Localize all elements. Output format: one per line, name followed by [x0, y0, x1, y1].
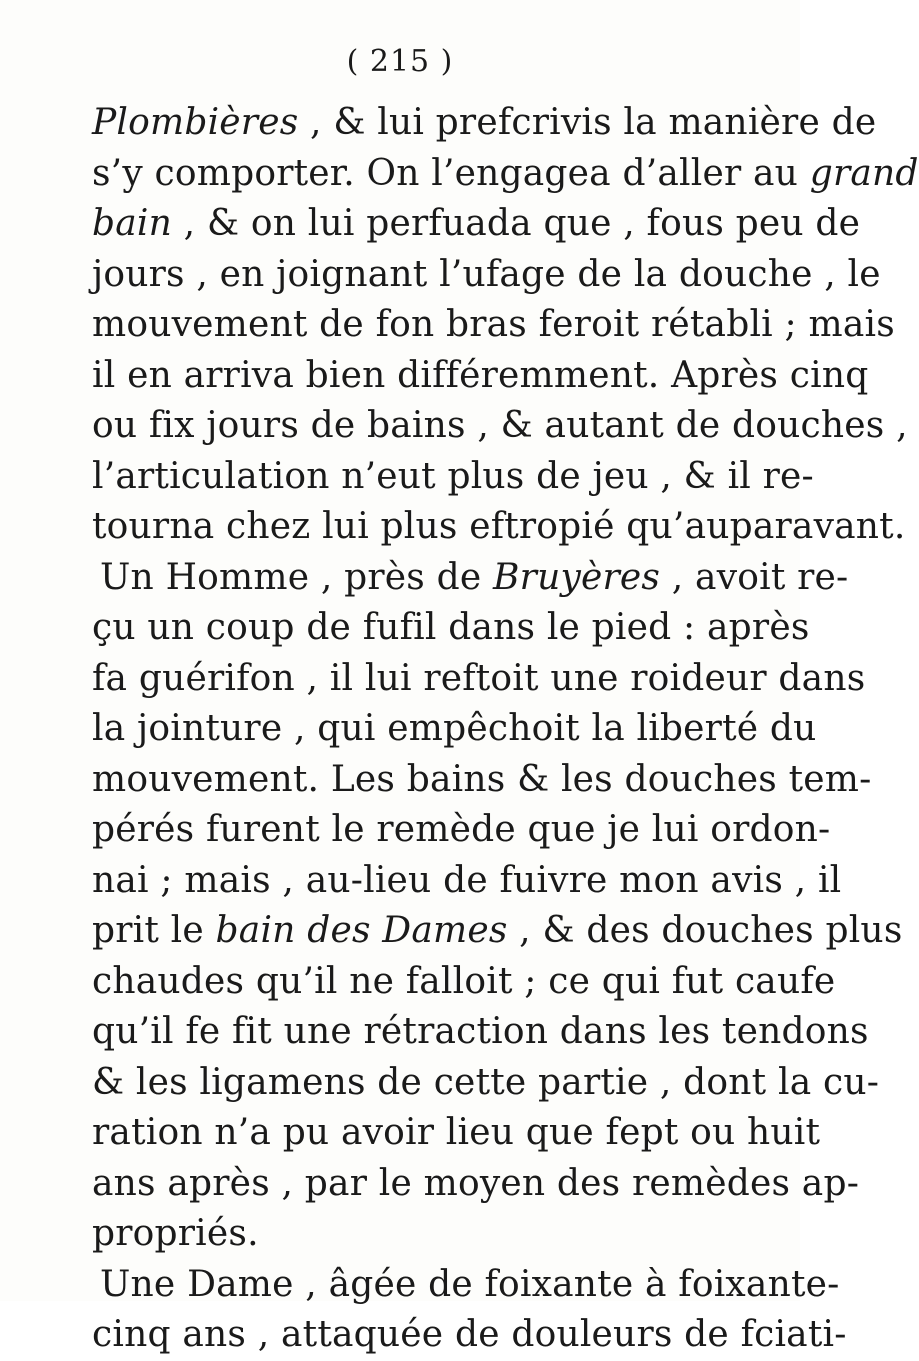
text-line	[92, 149, 919, 200]
text-run: la jointure , qui empêchoit la liberté du	[92, 708, 817, 749]
text-line	[92, 755, 872, 806]
italic-text-run: bain des Dames	[215, 910, 508, 951]
text-run: fa guérifon , il lui reftoit une roideur dans	[92, 657, 866, 699]
text-line	[92, 1007, 869, 1058]
text-run: jours , en joignant l’ufage de la douche , le	[92, 253, 881, 295]
text-line	[92, 250, 881, 301]
text-run: cinq ans , attaquée de douleurs de fciati-	[92, 1314, 847, 1355]
text-run: chaudes qu’il ne falloit ; ce qui fut caufe	[92, 960, 836, 1002]
text-line	[92, 704, 817, 755]
text-line	[92, 199, 861, 250]
text-line	[92, 1159, 860, 1210]
text-run: Un Homme , près de	[100, 556, 494, 598]
text-run: , & des douches plus	[507, 910, 903, 951]
text-line	[92, 1058, 880, 1109]
text-run: , avoit re-	[660, 556, 849, 598]
text-run: mouvement de fon bras feroit rétabli ; mais	[92, 304, 895, 345]
text-run: tourna chez lui plus eftropié qu’auparavant.	[92, 506, 906, 547]
page-number: ( 215 )	[346, 44, 454, 79]
text-run: prit le	[92, 910, 216, 951]
text-run: mouvement. Les bains & les douches tem-	[92, 758, 872, 800]
text-run: pérés furent le remède que je lui ordon-	[92, 809, 831, 850]
italic-text-run: Plombières	[92, 102, 299, 143]
text-run: ans après , par le moyen des remèdes ap-	[92, 1162, 860, 1204]
text-line	[92, 957, 836, 1008]
text-line	[92, 452, 814, 503]
text-line	[92, 1108, 821, 1159]
text-line	[92, 553, 849, 604]
text-line	[92, 654, 866, 705]
italic-text-run: Bruyères	[493, 556, 661, 598]
text-line	[92, 1310, 847, 1361]
text-run: il en arriva bien différemment. Après cinq	[92, 354, 869, 396]
body-text	[92, 98, 919, 1361]
text-line	[92, 401, 908, 452]
text-run: Une Dame , âgée de foixante à foixante-	[100, 1263, 840, 1305]
text-run: , & lui prefcrivis la manière de	[298, 102, 877, 143]
text-line	[92, 1260, 840, 1311]
text-line	[92, 1209, 757, 1260]
text-run: qu’il fe fit une rétraction dans les tendons	[92, 1011, 869, 1052]
text-line	[92, 300, 895, 351]
text-run: & les ligamens de cette partie , dont la cu-	[92, 1061, 880, 1103]
text-run: propriés.	[92, 1213, 259, 1254]
text-run: ou fix jours de bains , & autant de douches ,	[92, 405, 908, 446]
text-line	[92, 805, 831, 856]
text-line	[92, 906, 903, 957]
text-line	[92, 98, 877, 149]
text-line	[92, 502, 906, 553]
text-run: çu un coup de fufil dans le pied : après	[92, 607, 810, 648]
text-line	[92, 856, 842, 907]
text-line	[92, 603, 810, 654]
text-run: l’articulation n’eut plus de jeu , & il re-	[92, 455, 814, 497]
text-run: s’y comporter. On l’engagea d’aller au	[92, 152, 810, 194]
text-run: nai ; mais , au-lieu de fuivre mon avis , il	[92, 859, 842, 901]
text-line	[92, 351, 869, 402]
italic-text-run: bain	[92, 203, 173, 244]
text-run: ration n’a pu avoir lieu que fept ou huit	[92, 1112, 821, 1153]
italic-text-run: grand	[809, 152, 919, 194]
text-run: , & on lui perfuada que , fous peu de	[172, 203, 861, 244]
